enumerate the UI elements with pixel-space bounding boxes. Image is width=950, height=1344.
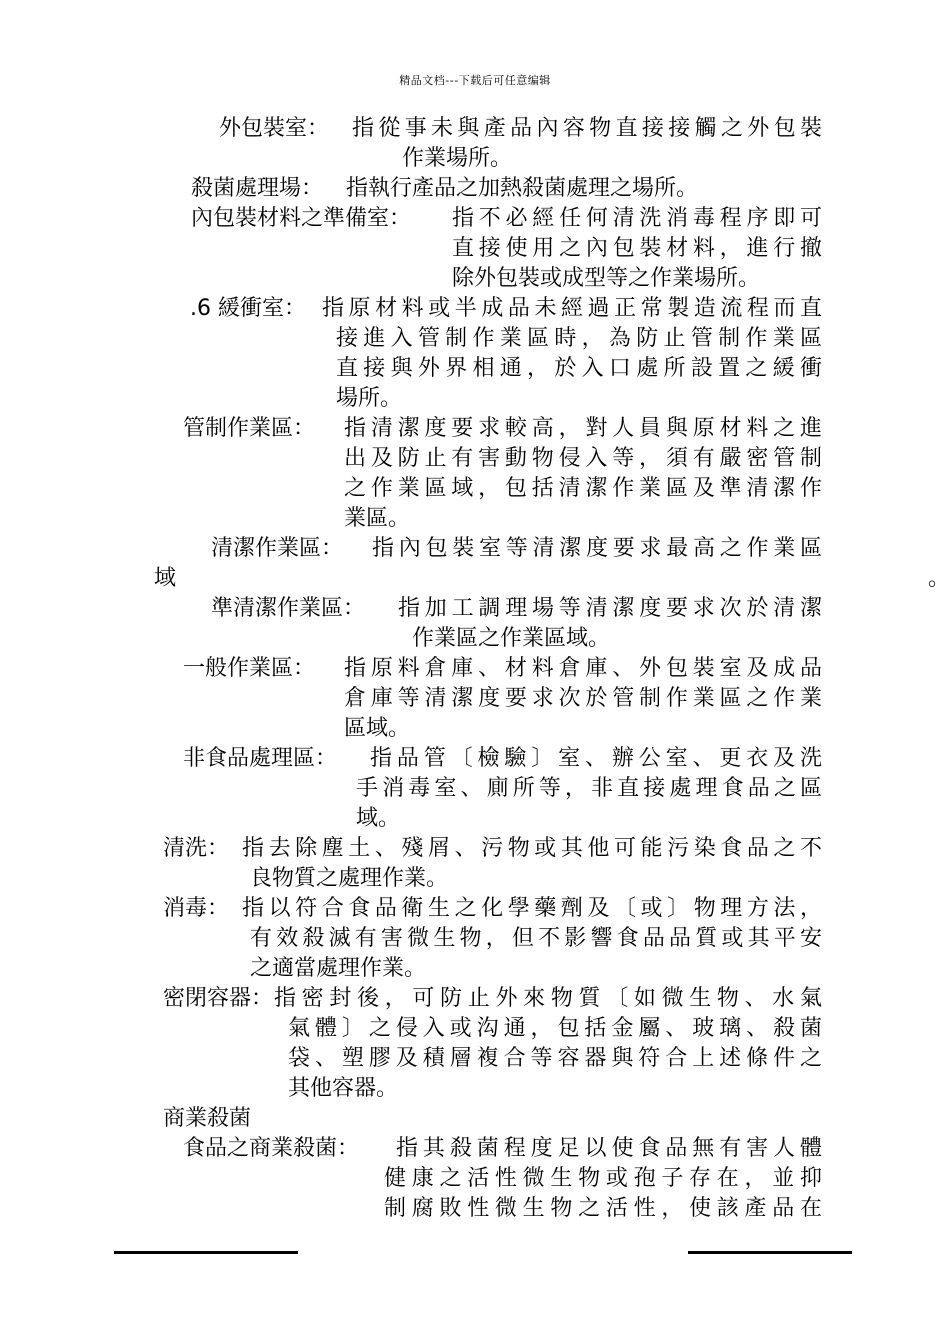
definition-line: 業區。 — [344, 506, 411, 531]
term-label: 密閉容器： — [163, 986, 274, 1011]
term-label: 內包裝材料之準備室： — [191, 206, 412, 231]
definition-line: 作業場所。 — [402, 146, 513, 171]
definition-line: 作業區之作業區域。 — [412, 626, 611, 651]
term-label: 一般作業區： — [183, 656, 316, 681]
definition-line: 指其殺菌程度足以使食品無有害人體 — [396, 1136, 822, 1161]
definition-commercial-sterilization — [0, 1134, 950, 1224]
term-label: 消毒： — [163, 896, 230, 921]
definition-sealed-container — [0, 984, 950, 1104]
definition-line: 區域。 — [344, 716, 411, 741]
term-label: 管制作業區： — [183, 416, 316, 441]
definition-line: 指清潔度要求較高，對人員與原材料之進 — [344, 416, 822, 441]
definition-line: 指原料倉庫、材料倉庫、外包裝室及成品 — [344, 656, 822, 681]
definition-semi-clean-work-area — [0, 594, 950, 654]
definition-line: 指以符合食品衛生之化學藥劑及〔或〕物理方法， — [242, 896, 822, 921]
definition-line: 健康之活性微生物或孢子存在，並抑 — [384, 1166, 822, 1191]
definition-line: 指品管〔檢驗〕室、辦公室、更衣及洗 — [370, 746, 822, 771]
term-label: 準清潔作業區： — [211, 596, 366, 621]
definition-buffer-room — [0, 294, 950, 414]
page-header: 精品文档---下载后可任意编辑 — [399, 74, 551, 87]
definition-line: 良物質之處理作業。 — [250, 866, 449, 891]
definition-line: 指內包裝室等清潔度要求最高之作業區 — [372, 536, 822, 561]
definition-sterilization-area — [0, 174, 950, 204]
definition-line: 指加工調理場等清潔度要求次於清潔 — [398, 596, 822, 621]
definition-line: 其他容器。 — [288, 1076, 399, 1101]
definition-line: 氣體〕之侵入或沟通，包括金屬、玻璃、殺菌 — [288, 1016, 822, 1041]
definition-line: 制腐敗性微生物之活性，使該產品在 — [384, 1196, 822, 1221]
term-label: 殺菌處理場： — [191, 176, 324, 201]
definition-controlled-work-area — [0, 414, 950, 534]
definition-line: 指執行產品之加熱殺菌處理之場所。 — [346, 176, 699, 201]
definition-line: 之適當處理作業。 — [250, 956, 427, 981]
definition-line: 指原材料或半成品未經過正常製造流程而直 — [322, 296, 822, 321]
definition-line: 指不必經任何清洗消毒程序即可 — [452, 206, 822, 231]
definition-non-food-handling-area — [0, 744, 950, 834]
definition-line: 直接與外界相通，於入口處所設置之緩衝 — [336, 356, 822, 381]
term-label: 清洗： — [163, 836, 230, 861]
definition-line: 有效殺滅有害微生物，但不影響食品品質或其平安 — [250, 926, 822, 951]
term-label: 非食品處理區： — [183, 746, 338, 771]
term-label: 外包裝室： — [219, 116, 330, 141]
definition-outer-packaging-room — [0, 114, 950, 174]
document-body — [0, 112, 950, 1224]
definition-disinfection — [0, 894, 950, 984]
footer-rule-left — [114, 1251, 298, 1254]
definition-clean-work-area — [0, 534, 950, 594]
definition-line: 袋、塑膠及積層複合等容器與符合上述條件之 — [288, 1046, 822, 1071]
term-label: .6 緩衝室： — [190, 296, 306, 321]
definition-line: 指從事未與產品內容物直接接觸之外包裝 — [352, 116, 822, 141]
section-title: 商業殺菌 — [163, 1106, 252, 1131]
definition-line: 除外包裝或成型等之作業場所。 — [452, 266, 761, 291]
definition-line: 直接使用之內包裝材料，進行撤 — [452, 236, 822, 261]
definition-line: 出及防止有害動物侵入等，須有嚴密管制 — [344, 446, 822, 471]
definition-inner-packaging-prep-room — [0, 204, 950, 294]
definition-line: 手消毒室、廁所等，非直接處理食品之區 — [356, 776, 822, 801]
definition-line: 接進入管制作業區時，為防止管制作業區 — [336, 326, 822, 351]
footer-rule-right — [688, 1251, 852, 1254]
definition-line: 倉庫等清潔度要求次於管制作業區之作業 — [344, 686, 822, 711]
term-label: 清潔作業區： — [211, 536, 344, 561]
definition-line: 指密封後，可防止外來物質〔如微生物、水氣 — [274, 986, 822, 1011]
definition-line: 域。 — [356, 806, 401, 831]
definition-wrap-line: 域。 — [154, 566, 950, 591]
term-label: 食品之商業殺菌： — [183, 1136, 360, 1161]
definition-cleaning — [0, 834, 950, 894]
definition-line: 之作業區域，包括清潔作業區及準清潔作 — [344, 476, 822, 501]
definition-general-work-area — [0, 654, 950, 744]
definition-line: 場所。 — [336, 386, 403, 411]
definition-line: 指去除塵土、殘屑、污物或其他可能污染食品之不 — [242, 836, 822, 861]
